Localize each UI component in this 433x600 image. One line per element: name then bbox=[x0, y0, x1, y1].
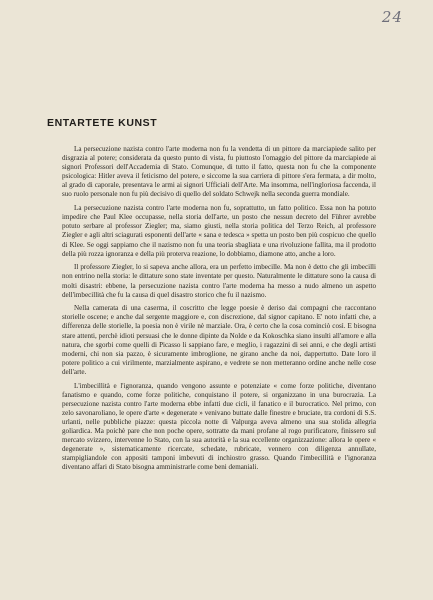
article-body bbox=[62, 145, 376, 477]
paragraph: La persecuzione nazista contro l'arte moderna non fu la vendetta di un pittore da marciapiede salito per disgrazia al potere; considerata da questo punto di vista, fu piuttosto l'omaggio del pittore da marciapiede ai signori Professori dell'Accademia di Stato. Comunque, di tutto il fatto, questa non fu che la componente psicologica: Hitler aveva il feticismo del potere, e siccome la sua carriera di pittore s'era fermata, a dir molto, al grado di caporale, presentava le armi ai signori Ufficiali dell'Arte. Ma insomma, nell'ingloriosa faccenda, il suo ruolo personale non fu più decisivo di quello del soldato Schwejk nella seconda guerra mondiale. bbox=[62, 145, 376, 199]
page-number: 24 bbox=[381, 8, 403, 26]
paragraph: L'imbecillità e l'ignoranza, quando vengono assunte e potenziate « come forze politiche, diventano fanatismo e quando, come forze politiche, conquistano il potere, si organizzano in una burocrazia. La persecuzione nazista contro l'arte moderna ebbe infatti due cicli, il fanatico e il burocratico. Nel primo, con zelo savonaroliano, le opere d'arte « degenerate » venivano buttate dalle finestre e bruciate, tra cordoni di S.S. urlanti, nelle pubbliche piazze: questa piccola notte di Valpurga aveva almeno una sua stolida allegria goliardica. Ma poichè pare che non poche opere, sottratte da mani profane al rogo purificatore, finissero sul mercato svizzero, intervenne lo Stato, con la sua autorità e la sua eccellente organizzazione: allora le opere « degenerate », sistematicamente ricercate, schedate, rubricate, vennero con diligenza annullate, stampigliandole con appositi tamponi imbevuti di inchiostro grasso. Quando l'imbecillità e l'ignoranza diventano affari di Stato bisogna amministrarle come beni demaniali. bbox=[62, 381, 376, 472]
paragraph: Nella camerata di una caserma, il coscritto che legge poesie è deriso dai compagni che raccontano storielle oscene; e anche dal sergente maggiore e, con discrezione, dal signor capitano. E' noto infatti che, a differenza delle storielle, la poesia non è virile nè marziale. Ora, è certo che la cosa cominciò così. E bisogna stare attenti, perchè idioti persuasi che le donne dipinte da Nolde e da Kokoschka siano insulti all'amore e alla natura, che sgorbi come quelli di Picasso li sappiano fare, e meglio, i ragazzini di sei anni, e che degli artisti moderni, chi non sia pazzo, è sicuramente imbroglione, ne girano anche da noi, dappertutto. Date loro il potere politico a cui virilmente, marzialmente aspirano, e vedrete se non metteranno ordine anche nelle cose dell'arte. bbox=[62, 304, 376, 376]
paragraph: Il professore Ziegler, lo si sapeva anche allora, era un perfetto imbecille. Ma non è detto che gli imbecilli non entrino nella storia: le dittature sono state inventate per questo. Naturalmente le dittature sono la causa di molti disastri: ebbene, la persecuzione nazista contro l'arte moderna ha messo a nudo almeno un aspetto dell'imbecillità che fu la causa di quel disastro storico che fu il nazismo. bbox=[62, 263, 376, 299]
paragraph: La persecuzione nazista contro l'arte moderna non fu, soprattutto, un fatto politico. Essa non ha potuto impedire che Paul Klee occupasse, nella storia dell'arte, un posto che nessun decreto del Führer avrebbe potuto serbare al professor Ziegler; ma, siamo giusti, nella storia politica del Terzo Reich, al professore Ziegler e agli altri sciagurati esponenti dell'arte « sana e tedesca » spetta un posto ben più cospicuo che quello di Klee. Se oggi sappiamo che il nazismo non fu una teoria sbagliata e una rivoluzione fallita, ma il prodotto della più rozza ignoranza e della più proterva reazione, lo dobbiamo, diamone atto, anche a loro. bbox=[62, 204, 376, 258]
page-title: ENTARTETE KUNST bbox=[47, 117, 158, 129]
